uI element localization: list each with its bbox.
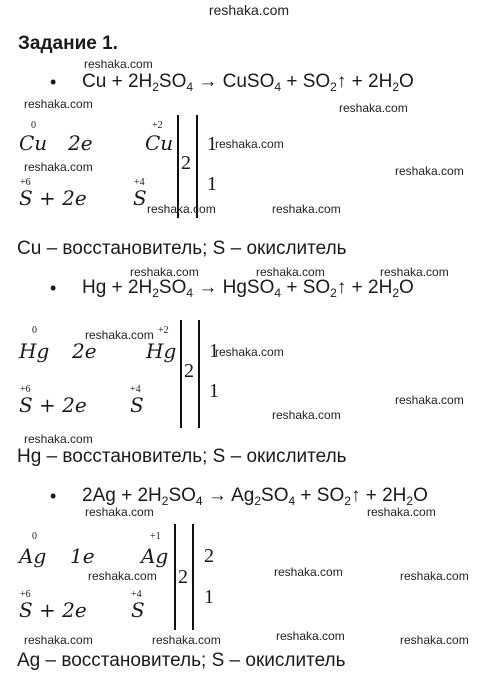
divider-line — [180, 320, 182, 428]
watermark: reshaka.com — [24, 633, 93, 647]
lcm-value: 2 — [178, 566, 188, 588]
watermark: reshaka.com — [274, 565, 343, 579]
watermark: reshaka.com — [400, 569, 469, 583]
conclusion-3: Ag – восстановитель; S – окислитель — [17, 650, 346, 671]
watermark: reshaka.com — [272, 408, 341, 422]
equation-1: $Cu + 2H_2SO_4$ → CuSO$_4$ + $SO_2↑ + 2H_2O$ — [82, 71, 414, 94]
ox-state: +2 — [158, 325, 169, 336]
watermark: reshaka.com — [24, 97, 93, 111]
watermark: reshaka.com — [215, 345, 284, 359]
watermark: reshaka.com — [367, 505, 436, 519]
conclusion-1: Cu – восстановитель; S – окислитель — [17, 238, 347, 259]
ox-state: +2 — [152, 120, 163, 131]
watermark: reshaka.com — [152, 633, 221, 647]
watermark: reshaka.com — [276, 629, 345, 643]
watermark: reshaka.com — [147, 202, 216, 216]
bullet-3: • — [50, 486, 57, 506]
species: S + 2e — [19, 186, 87, 210]
watermark: reshaka.com — [272, 202, 341, 216]
watermark: reshaka.com — [339, 101, 408, 115]
ox-state: +4 — [130, 384, 141, 395]
ox-state: +6 — [20, 177, 31, 188]
bullet-2: • — [50, 278, 57, 298]
species: Cu — [19, 131, 48, 155]
watermark: reshaka.com — [395, 164, 464, 178]
watermark: reshaka.com — [24, 160, 93, 174]
watermark: reshaka.com — [130, 265, 199, 279]
bullet-1: • — [50, 72, 57, 92]
species: S — [131, 598, 145, 622]
coefficient: 1 — [207, 133, 217, 155]
coefficient: 1 — [209, 340, 219, 362]
conclusion-2: Hg – восстановитель; S – окислитель — [17, 446, 347, 467]
equation-2: $Hg + 2H_2SO_4$ → HgSO$_4$ + $SO_2↑ + 2H_2O$ — [82, 277, 414, 300]
divider-line — [192, 524, 194, 630]
lcm-value: 2 — [181, 152, 191, 174]
watermark: reshaka.com — [84, 57, 153, 71]
ox-state: +6 — [20, 384, 31, 395]
ox-state: 0 — [32, 325, 37, 336]
watermark: reshaka.com — [380, 265, 449, 279]
ox-state: +4 — [134, 177, 145, 188]
equation-3: $2Ag + 2H_2SO_4 \to Ag_2SO_4$ + $SO_2↑ + 2H_2O$ — [82, 485, 428, 508]
species: Cu — [145, 131, 174, 155]
ox-state: 0 — [31, 120, 36, 131]
coefficient: 1 — [207, 173, 217, 195]
watermark: reshaka.com — [88, 569, 157, 583]
watermark: reshaka.com — [85, 328, 154, 342]
species: S — [130, 393, 144, 417]
divider-line — [198, 320, 200, 428]
ox-state: +6 — [20, 589, 31, 600]
species: S + 2e — [19, 393, 87, 417]
watermark: reshaka.com — [85, 505, 154, 519]
watermark: reshaka.com — [215, 137, 284, 151]
species: S — [133, 186, 147, 210]
watermark: reshaka.com — [400, 633, 469, 647]
watermark: reshaka.com — [256, 265, 325, 279]
species: S + 2e — [19, 598, 87, 622]
electrons: 2e — [68, 131, 93, 155]
electrons: 1e — [70, 544, 95, 568]
species: Hg — [19, 339, 50, 363]
coefficient: 2 — [204, 545, 214, 567]
task-heading: Задание 1. — [18, 33, 118, 54]
species: Ag — [19, 544, 47, 568]
electrons: 2e — [72, 339, 97, 363]
watermark: reshaka.com — [395, 393, 464, 407]
coefficient: 1 — [209, 380, 219, 402]
lcm-value: 2 — [184, 360, 194, 382]
watermark: reshaka.com — [24, 432, 93, 446]
ox-state: +4 — [131, 589, 142, 600]
species: Ag — [141, 544, 169, 568]
ox-state: +1 — [150, 531, 161, 542]
coefficient: 1 — [204, 586, 214, 608]
species: Hg — [146, 339, 177, 363]
divider-line — [174, 524, 176, 630]
site-title[interactable]: reshaka.com — [208, 2, 290, 18]
ox-state: 0 — [32, 531, 37, 542]
